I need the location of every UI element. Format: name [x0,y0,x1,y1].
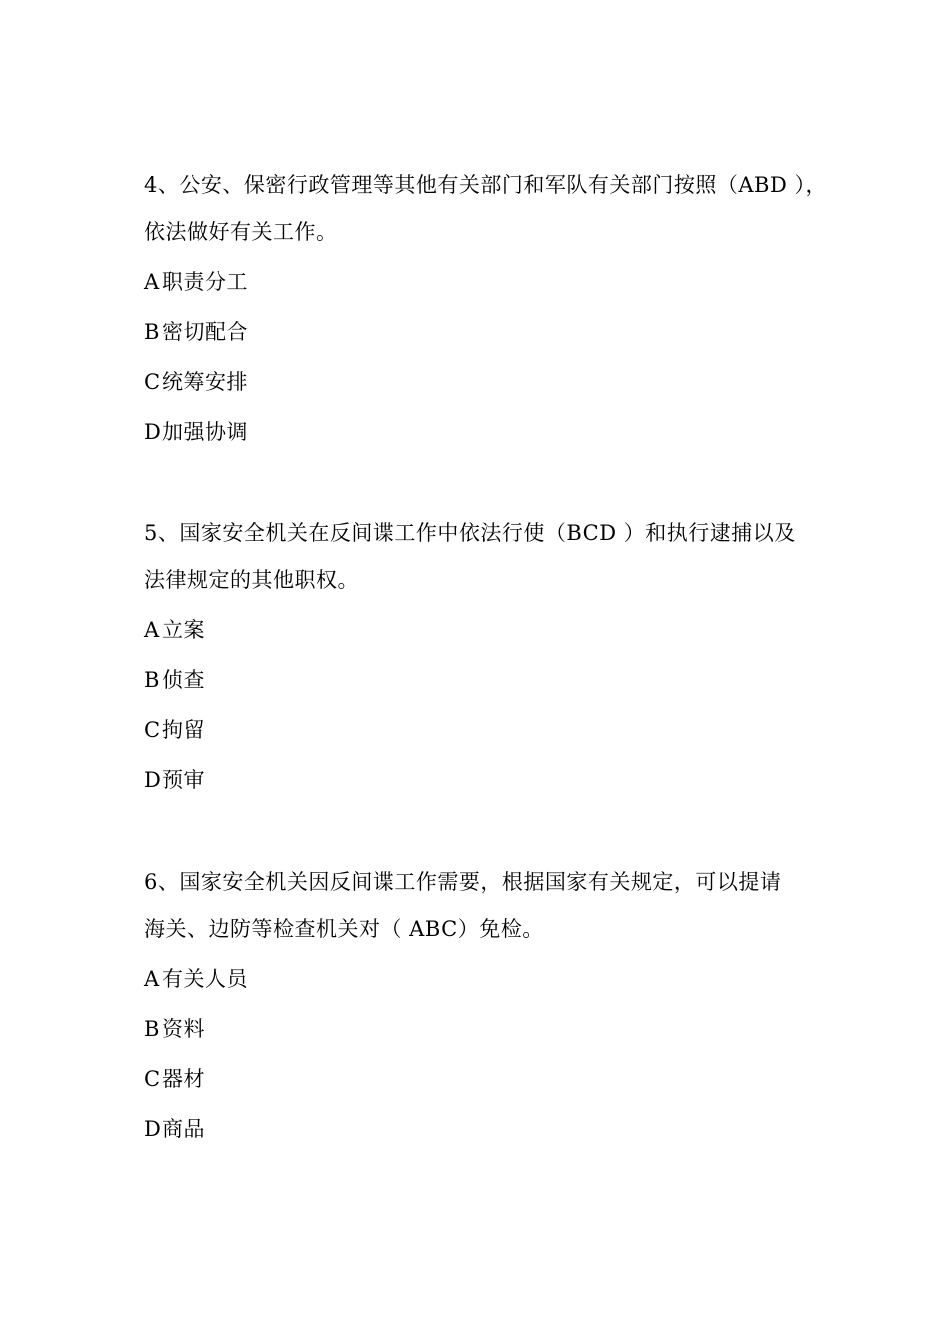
option-letter: C [144,1067,161,1091]
option-text: 加强协调 [162,420,248,444]
option-c [144,1069,824,1090]
option-text: 职责分工 [162,270,248,294]
option-text: 密切配合 [162,320,248,344]
option-letter: A [144,967,160,991]
question-5 [144,523,824,791]
question-stem-line: 6、国家安全机关因反间谍工作需要，根据国家有关规定，可以提请 [144,870,782,894]
option-letter: D [144,768,162,792]
option-letter: B [144,668,160,692]
option-letter: C [144,718,161,742]
question-6 [144,872,824,1140]
option-text: 有关人员 [162,967,248,991]
option-text: 商品 [162,1117,205,1141]
option-a [144,272,824,293]
option-c [144,720,824,741]
option-text: 资料 [162,1017,205,1041]
option-letter: C [144,370,161,394]
option-d [144,1119,824,1140]
option-a [144,620,824,641]
option-a [144,969,824,990]
option-b [144,670,824,691]
question-stem-line: 依法做好有关工作。 [144,220,338,244]
question-stem-line: 海关、边防等检查机关对（ ABC）免检。 [144,917,544,941]
option-text: 统筹安排 [162,370,248,394]
option-letter: B [144,320,160,344]
option-text: 拘留 [162,718,205,742]
option-letter: D [144,420,162,444]
question-stem-line: 法律规定的其他职权。 [144,568,359,592]
option-b [144,322,824,343]
option-letter: D [144,1117,162,1141]
question-4 [144,173,827,444]
option-letter: A [144,618,160,642]
option-letter: B [144,1017,160,1041]
option-text: 立案 [162,618,205,642]
question-stem-line: 4、公安、保密行政管理等其他有关部门和军队有关部门按照（ABD ）， [144,173,827,197]
option-b [144,1019,824,1040]
option-text: 侦查 [162,668,205,692]
option-d [144,422,824,443]
option-text: 预审 [162,768,205,792]
option-text: 器材 [162,1067,205,1091]
question-stem-line: 5、国家安全机关在反间谍工作中依法行使（BCD ）和执行逮捕以及 [144,521,796,545]
option-d [144,770,824,791]
option-c [144,372,824,393]
option-letter: A [144,270,160,294]
